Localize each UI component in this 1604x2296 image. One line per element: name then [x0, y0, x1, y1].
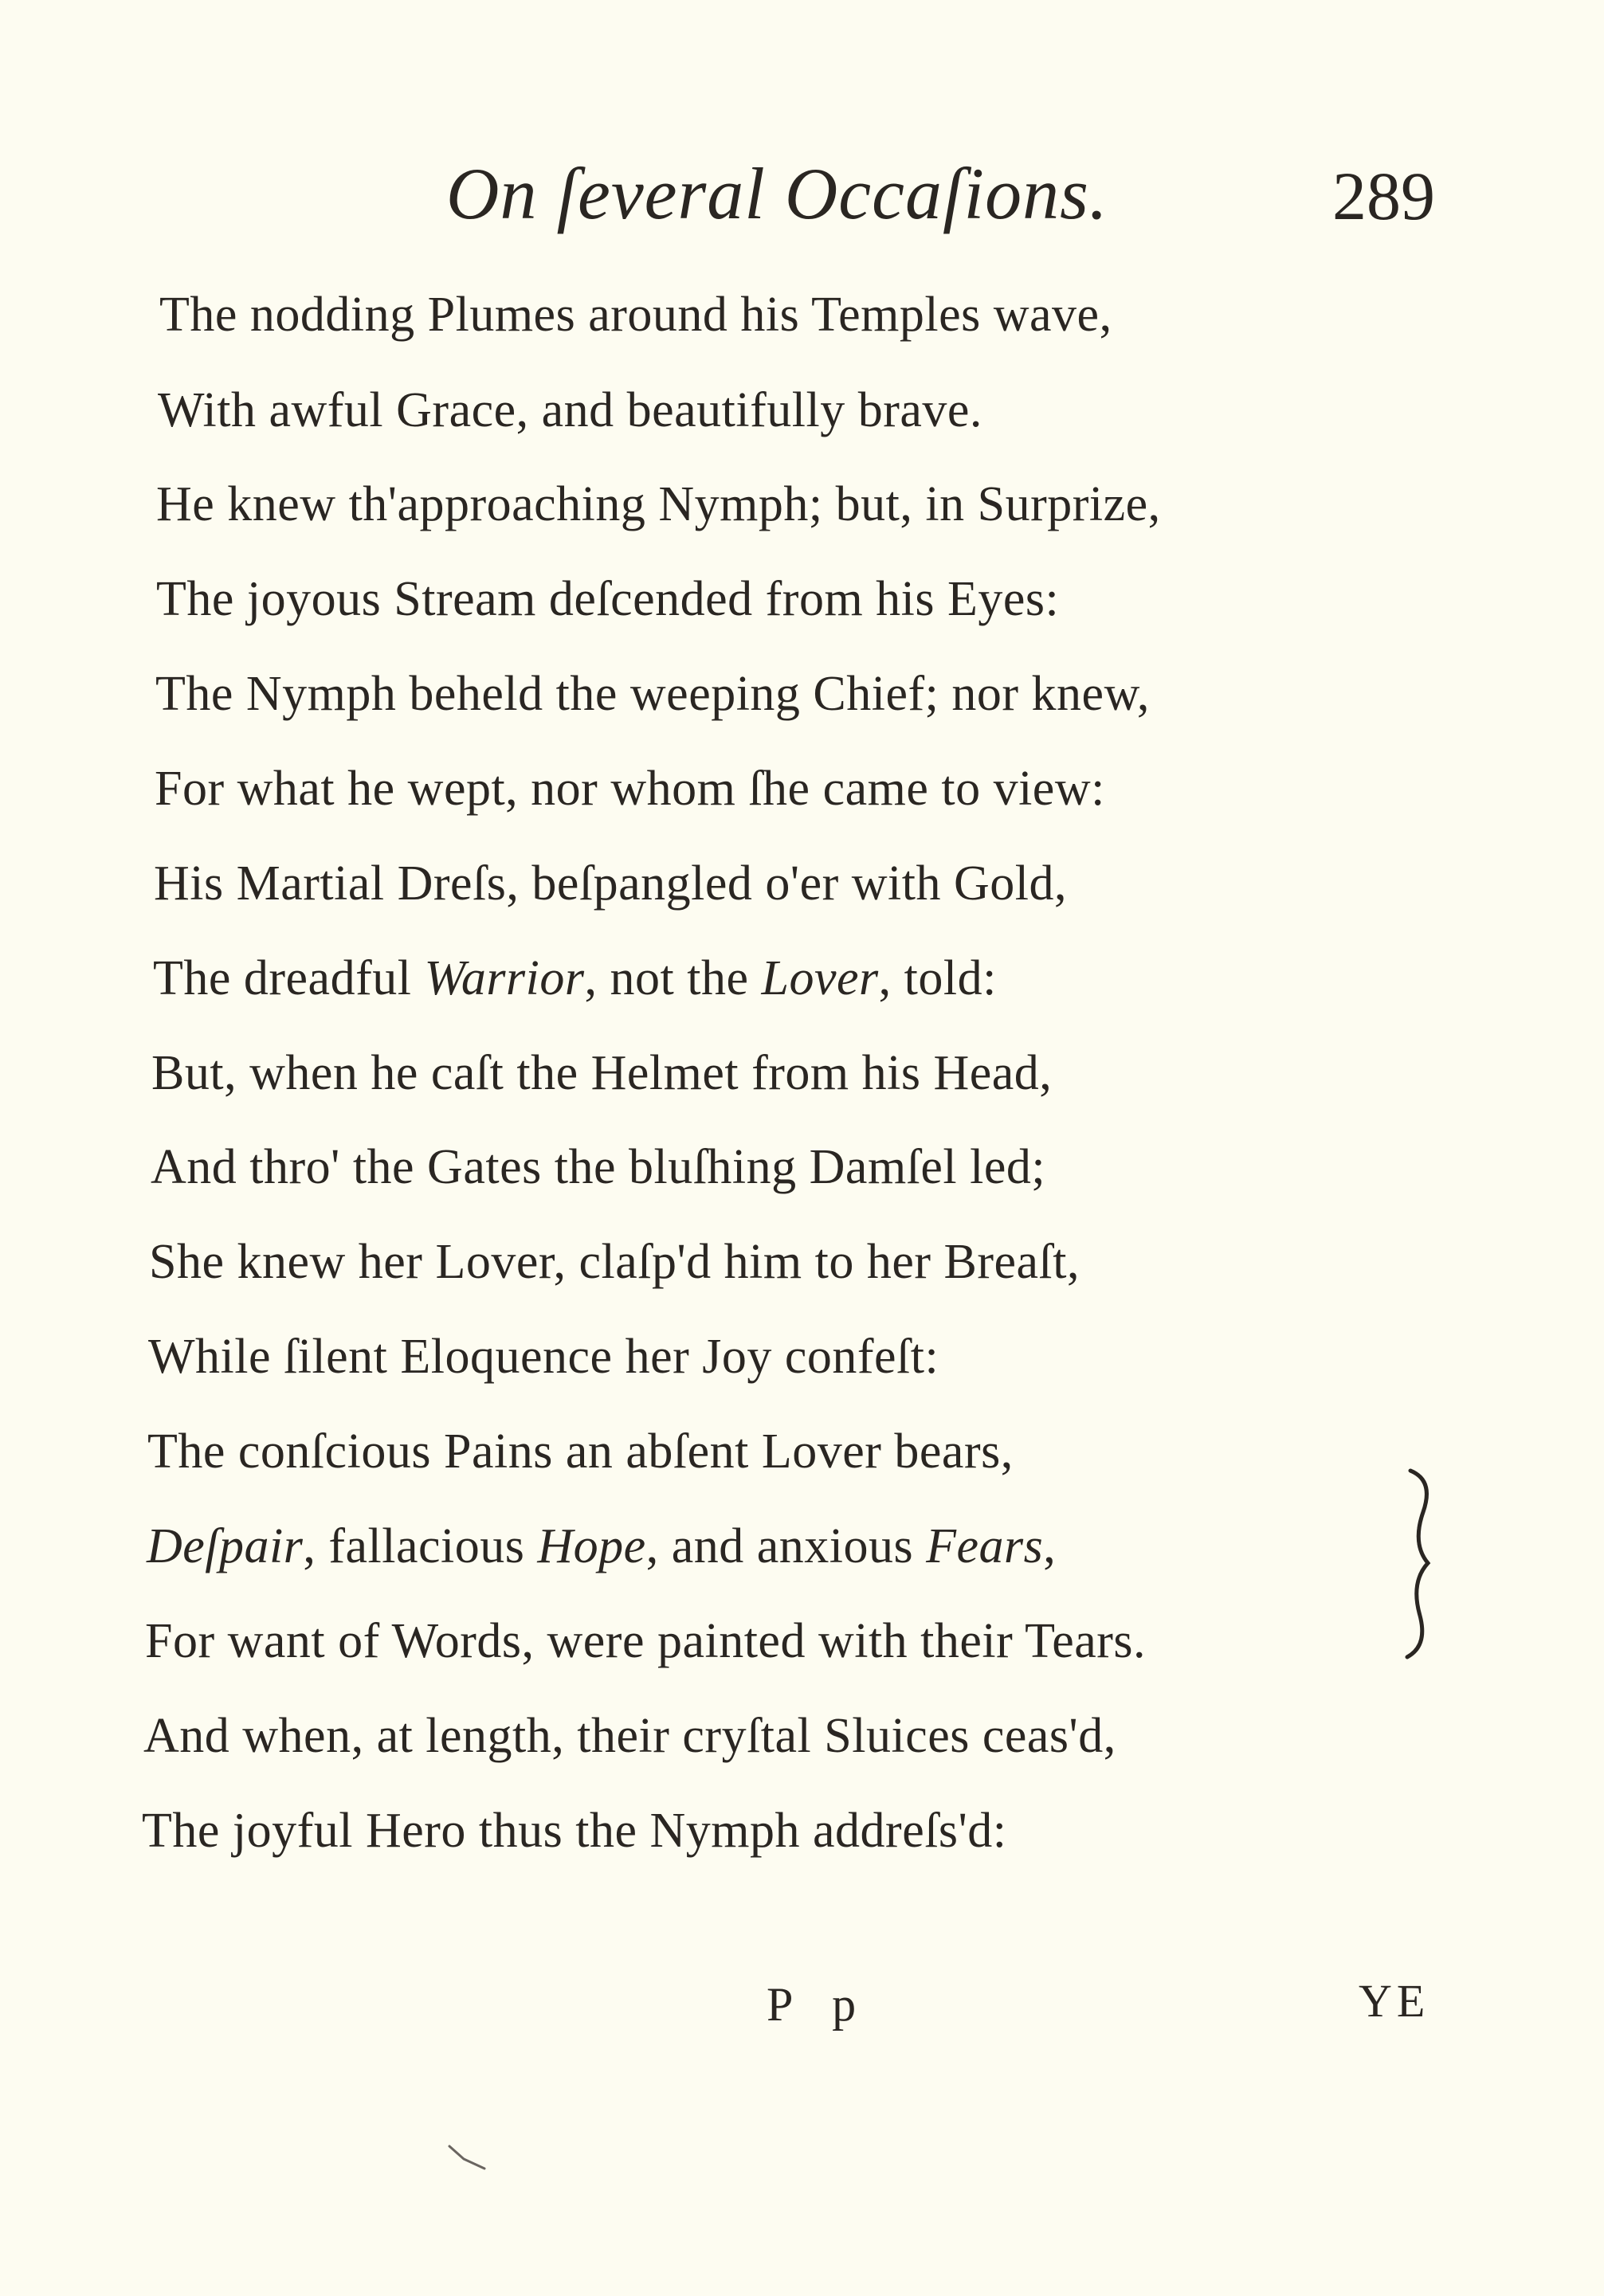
poem-line: And thro' the Gates the bluſhing Damſel led;	[151, 1140, 1046, 1194]
poem-line: While ſilent Eloquence her Joy confeſt:	[148, 1330, 939, 1384]
poem-line: The nodding Plumes around his Temples wave,	[159, 288, 1112, 342]
poem-line: The joyous Stream deſcended from his Eyes:	[156, 572, 1060, 626]
triplet-brace-icon	[1396, 1464, 1444, 1663]
ink-stroke-icon	[446, 2143, 494, 2175]
poem-line: She knew her Lover, claſp'd him to her Breaſt,	[149, 1235, 1080, 1289]
poem-line: The conſcious Pains an abſent Lover bears,	[147, 1424, 1014, 1479]
poem-line-italic	[153, 950, 997, 1007]
poem-line: His Martial Dreſs, beſpangled o'er with Gold,	[154, 856, 1067, 911]
poem-line: The joyful Hero thus the Nymph addreſs'd:	[142, 1804, 1007, 1858]
poem-line: With awful Grace, and beautifully brave.	[158, 383, 982, 437]
poem-line: But, when he caſt the Helmet from his Head,	[151, 1046, 1053, 1100]
italic-text-warrior: The dreadful Warrior, not the Lover, told:	[153, 951, 997, 1005]
running-title: On ſeveral Occaſions.	[446, 153, 1108, 234]
italic-text-despair: Deſpair, fallacious Hope, and anxious Fears,	[147, 1519, 1057, 1573]
catchword: YE	[1359, 1975, 1430, 2027]
poem-line: For what he wept, nor whom ſhe came to view:	[155, 762, 1105, 816]
poem-line: For want of Words, were painted with their Tears.	[145, 1614, 1147, 1668]
page-header	[0, 151, 1604, 263]
poem-line: He knew th'approaching Nymph; but, in Surprize,	[156, 477, 1161, 531]
poem-line: The Nymph beheld the weeping Chief; nor knew,	[155, 667, 1150, 721]
poem-line: And when, at length, their cryſtal Sluices ceas'd,	[143, 1709, 1116, 1763]
page-number: 289	[1332, 158, 1435, 234]
poem-line-italic	[147, 1518, 1056, 1575]
signature-mark: P p	[767, 1978, 871, 2031]
